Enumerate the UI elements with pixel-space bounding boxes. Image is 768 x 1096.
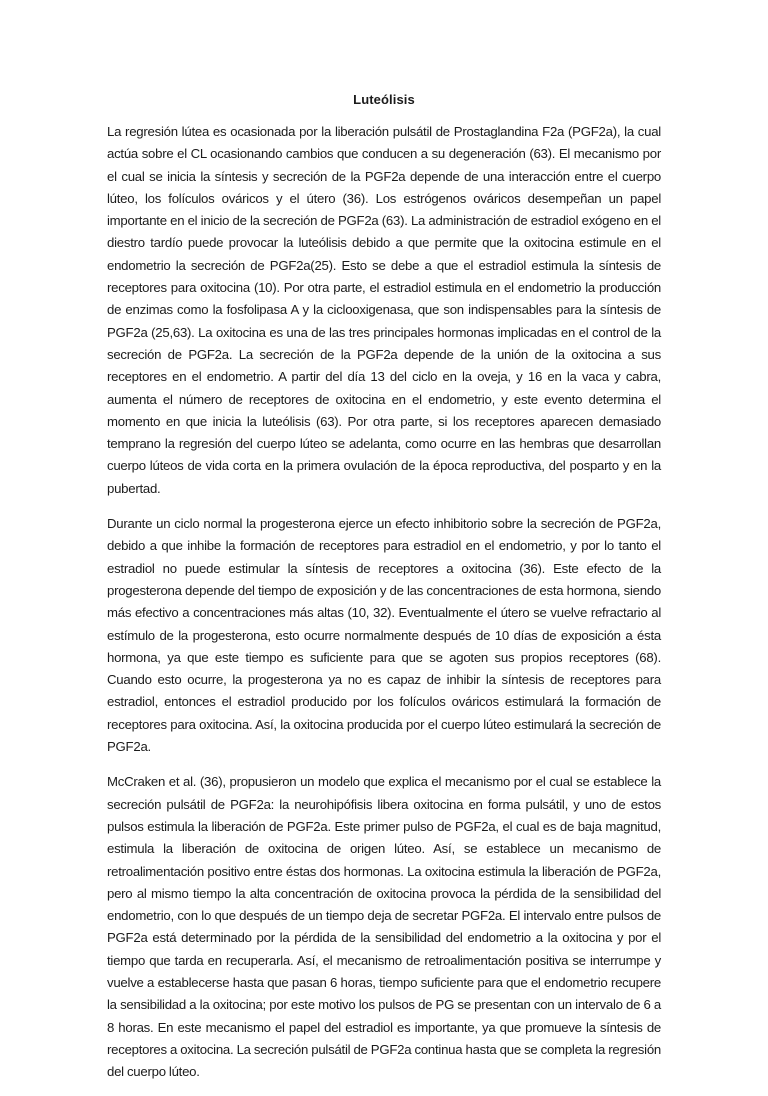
paragraph-luteolysis-regression: La regresión lútea es ocasionada por la liberación pulsátil de Prostaglandina F2a (PGF2a), la cual actúa sobre el CL ocasionando cambios que conducen a su degeneración (63). El mecanismo por el cual se inicia la síntesis y secreción de la PGF2a depende de una interacción entre el cuerpo lúteo, los folículos ováricos y el útero (36). Los estrógenos ováricos desempeñan un papel importante en el inicio de la secreción de PGF2a (63). La administración de estradiol exógeno en el diestro tardío puede provocar la luteólisis debido a que permite que la oxitocina estimule en el endometrio la secreción de PGF2a(25). Esto se debe a que el estradiol estimula la síntesis de receptores para oxitocina (10). Por otra parte, el estradiol estimula en el endometrio la producción de enzimas como la fosfolipasa A y la ciclooxigenasa, que son indispensables para la síntesis de PGF2a (25,63). La oxitocina es una de las tres principales hormonas implicadas en el control de la secreción de PGF2a. La secreción de la PGF2a depende de la unión de la oxitocina a sus receptores en el endometrio. A partir del día 13 del ciclo en la oveja, y 16 en la vaca y cabra, aumenta el número de receptores de oxitocina en el endometrio, y este evento determina el momento en que inicia la luteólisis (63). Por otra parte, si los receptores aparecen demasiado temprano la regresión del cuerpo lúteo se adelanta, como ocurre en las hembras que desarrollan cuerpo lúteos de vida corta en la primera ovulación de la época reproductiva, del posparto y en la pubertad.	[107, 124, 661, 496]
document-body	[107, 121, 661, 1096]
paragraph-pulsatile-secretion-model: McCraken et al. (36), propusieron un modelo que explica el mecanismo por el cual se establece la secreción pulsátil de PGF2a: la neurohipófisis libera oxitocina en forma pulsátil, y uno de estos pulsos estimula la liberación de PGF2a. Este primer pulso de PGF2a, el cual es de baja magnitud, estimula la liberación de oxitocina de origen lúteo. Así, se establece un mecanismo de retroalimentación positivo entre éstas dos hormonas. La oxitocina estimula la liberación de PGF2a, pero al mismo tiempo la alta concentración de oxitocina provoca la pérdida de la sensibilidad del endometrio, con lo que después de un tiempo deja de secretar PGF2a. El intervalo entre pulsos de PGF2a está determinado por la pérdida de la sensibilidad del endometrio a la oxitocina y por el tiempo que tarda en recuperarla. Así, el mecanismo de retroalimentación positiva se interrumpe y vuelve a establecerse hasta que pasan 6 horas, tiempo suficiente para que el endometrio recupere la sensibilidad a la oxitocina; por este motivo los pulsos de PG se presentan con un intervalo de 6 a 8 horas. En este mecanismo el papel del estradiol es importante, ya que promueve la síntesis de receptores a oxitocina. La secreción pulsátil de PGF2a continua hasta que se completa la regresión del cuerpo lúteo.	[107, 774, 661, 1080]
document-title: Luteólisis	[353, 92, 415, 107]
paragraph-progesterone-effect: Durante un ciclo normal la progesterona ejerce un efecto inhibitorio sobre la secreción de PGF2a, debido a que inhibe la formación de receptores para estradiol en el endometrio, y por lo tanto el estradiol no puede estimular la síntesis de receptores a oxitocina (36). Este efecto de la progesterona depende del tiempo de exposición y de las concentraciones de esta hormona, siendo más efectivo a concentraciones más altas (10, 32). Eventualmente el útero se vuelve refractario al estímulo de la progesterona, esto ocurre normalmente después de 10 días de exposición a ésta hormona, ya que este tiempo es suficiente para que se agoten sus propios receptores (68). Cuando esto ocurre, la progesterona ya no es capaz de inhibir la síntesis de receptores para estradiol, entonces el estradiol producido por los folículos ováricos estimulará la formación de receptores para oxitocina. Así, la oxitocina producida por el cuerpo lúteo estimulará la secreción de PGF2a.	[107, 516, 661, 755]
